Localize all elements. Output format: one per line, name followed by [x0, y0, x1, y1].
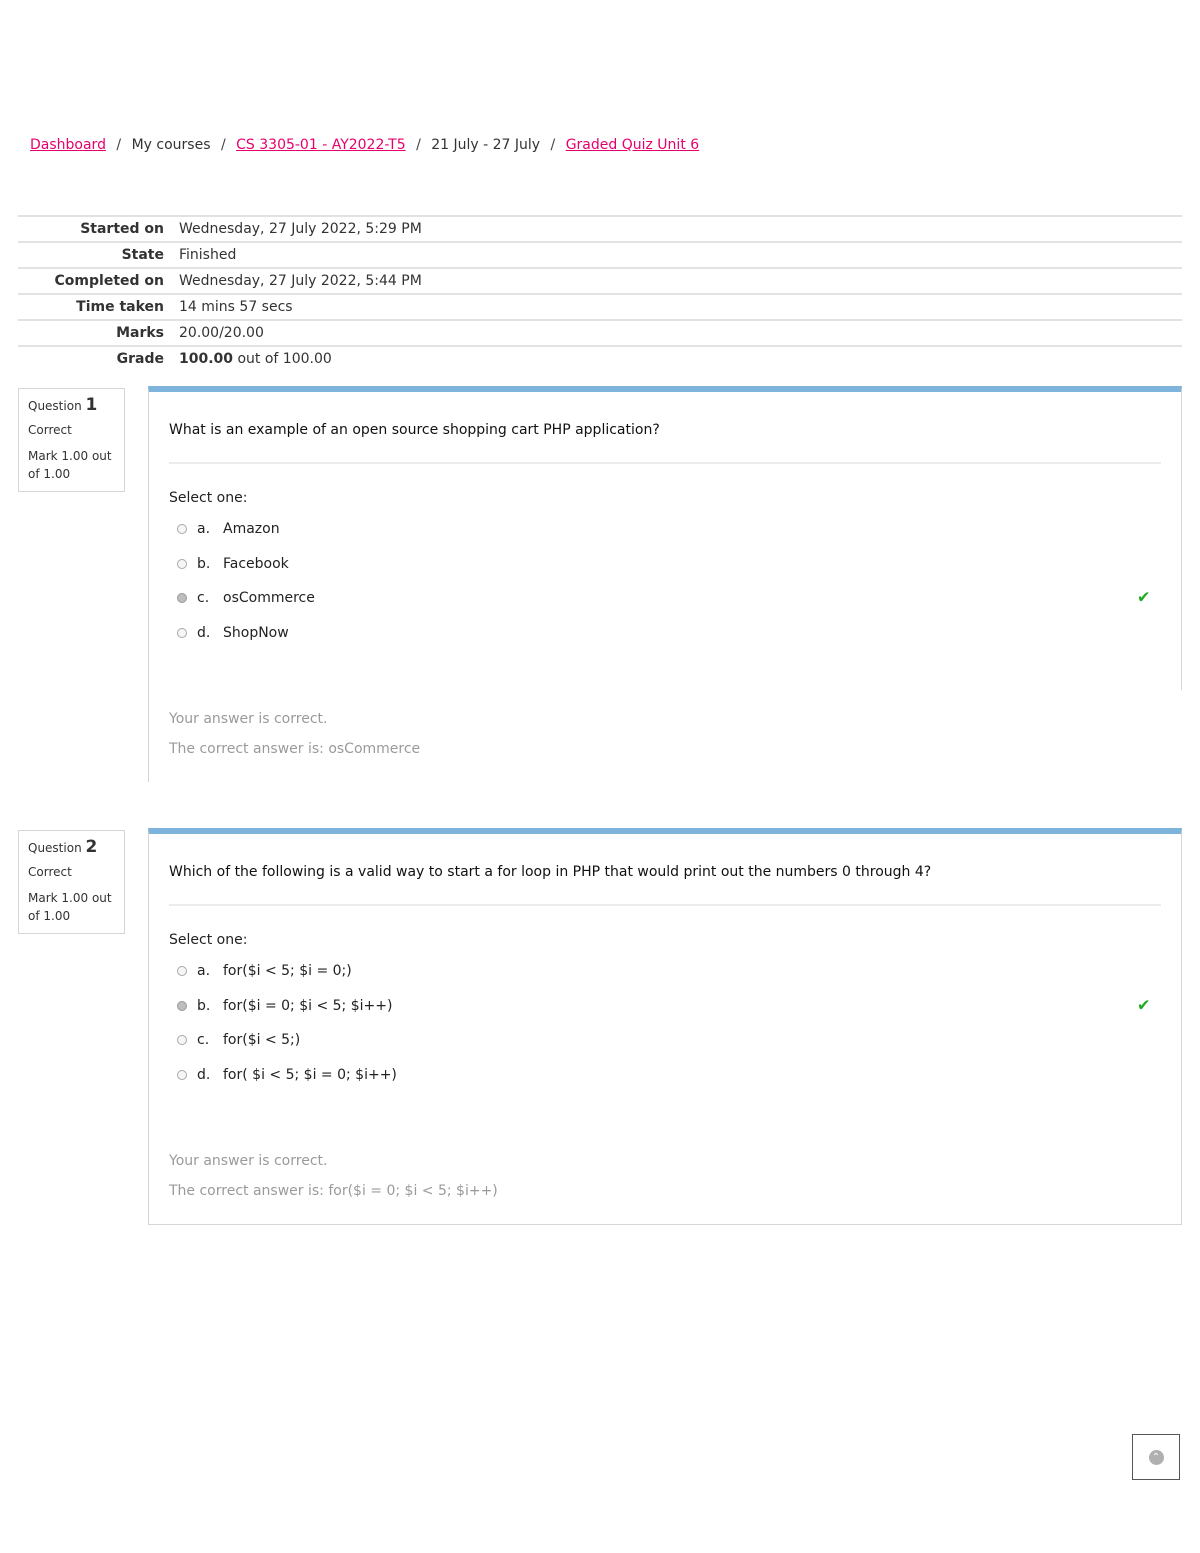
question-state: Correct — [28, 423, 72, 437]
select-one-prompt: Select one: — [169, 490, 248, 506]
answer-letter: a. — [197, 521, 211, 538]
question-content-1 — [148, 386, 1182, 782]
question-content-2 — [148, 828, 1182, 1225]
breadcrumb — [30, 137, 699, 153]
check-icon: ✔ — [1137, 587, 1151, 607]
question-text: Which of the following is a valid way to start a for loop in PHP that would print out the numbers 0 through 4? — [169, 864, 932, 880]
radio-button[interactable] — [177, 1070, 187, 1080]
question-number — [28, 395, 124, 415]
answer-option-a[interactable] — [177, 954, 1181, 989]
radio-button[interactable] — [177, 966, 187, 976]
breadcrumb-quiz-link[interactable]: Graded Quiz Unit 6 — [565, 137, 700, 153]
question-formulation — [148, 386, 1182, 690]
summary-row-time-taken — [18, 295, 1182, 321]
question-number — [28, 837, 124, 857]
radio-button[interactable] — [177, 559, 187, 569]
answer-text: for($i < 5; $i = 0;) — [223, 963, 352, 980]
question-label: Question — [28, 399, 82, 413]
summary-row-started — [18, 217, 1182, 243]
answer-option-d[interactable] — [177, 616, 1181, 651]
question-label: Question — [28, 841, 82, 855]
answer-letter: c. — [197, 1032, 210, 1049]
question-formulation — [148, 828, 1182, 1132]
back-to-top-button[interactable] — [1132, 1434, 1180, 1480]
attempt-summary-table — [18, 215, 1182, 371]
summary-label: State — [121, 247, 164, 263]
breadcrumb-separator: / — [550, 137, 556, 153]
breadcrumb-week: 21 July - 27 July — [431, 137, 541, 153]
radio-button[interactable] — [177, 524, 187, 534]
question-mark: Mark 1.00 out of 1.00 — [28, 891, 112, 923]
answer-option-a[interactable] — [177, 512, 1181, 547]
answer-list — [149, 506, 1181, 690]
summary-row-grade — [18, 347, 1182, 371]
breadcrumb-separator: / — [116, 137, 122, 153]
answer-letter: b. — [197, 555, 211, 572]
answer-option-c[interactable] — [177, 581, 1181, 616]
select-one-prompt: Select one: — [169, 932, 248, 948]
feedback-general: Your answer is correct. — [169, 1153, 328, 1169]
summary-label: Grade — [116, 351, 164, 367]
summary-row-state — [18, 243, 1182, 269]
summary-value: 20.00/20.00 — [179, 325, 264, 341]
answer-option-b[interactable] — [177, 547, 1181, 582]
radio-button[interactable] — [177, 1035, 187, 1045]
breadcrumb-dashboard-link[interactable]: Dashboard — [30, 137, 106, 153]
answer-letter: a. — [197, 963, 211, 980]
answer-option-c[interactable] — [177, 1023, 1181, 1058]
answer-letter: d. — [197, 1066, 211, 1083]
question-number-value: 2 — [85, 837, 98, 857]
check-icon: ✔ — [1137, 995, 1151, 1015]
answer-text: for($i < 5;) — [223, 1032, 301, 1049]
breadcrumb-separator: / — [220, 137, 226, 153]
grade-score: 100.00 — [179, 351, 234, 367]
answer-text: for($i = 0; $i < 5; $i++) — [223, 997, 393, 1014]
question-info-1 — [18, 388, 125, 492]
answer-letter: b. — [197, 997, 211, 1014]
summary-value: Wednesday, 27 July 2022, 5:29 PM — [179, 221, 422, 237]
question-state: Correct — [28, 865, 72, 879]
answer-letter: c. — [197, 590, 210, 607]
summary-value — [179, 351, 332, 367]
breadcrumb-course-link[interactable]: CS 3305-01 - AY2022-T5 — [236, 137, 406, 153]
question-feedback — [148, 1132, 1182, 1225]
answer-text: for( $i < 5; $i = 0; $i++) — [223, 1066, 397, 1083]
feedback-right-answer: The correct answer is: for($i = 0; $i < 5; $i++) — [169, 1183, 498, 1199]
summary-label: Completed on — [54, 273, 164, 289]
answer-letter: d. — [197, 624, 211, 641]
question-info-2 — [18, 830, 125, 934]
summary-label: Marks — [116, 325, 164, 341]
summary-value: Wednesday, 27 July 2022, 5:44 PM — [179, 273, 422, 289]
summary-value: Finished — [179, 247, 237, 263]
summary-row-marks — [18, 321, 1182, 347]
summary-value: 14 mins 57 secs — [179, 299, 293, 315]
feedback-right-answer: The correct answer is: osCommerce — [169, 741, 421, 757]
radio-button[interactable] — [177, 628, 187, 638]
radio-button-selected[interactable] — [177, 593, 187, 603]
breadcrumb-my-courses: My courses — [131, 137, 211, 153]
answer-text: osCommerce — [223, 590, 315, 607]
chevron-up-circle-icon: ⌃ — [1149, 1450, 1164, 1465]
answer-text: Amazon — [223, 521, 280, 538]
question-mark: Mark 1.00 out of 1.00 — [28, 449, 112, 481]
radio-button-selected[interactable] — [177, 1001, 187, 1011]
answer-list — [149, 948, 1181, 1132]
answer-option-d[interactable] — [177, 1058, 1181, 1093]
breadcrumb-separator: / — [416, 137, 421, 153]
question-feedback — [148, 690, 1182, 782]
question-number-value: 1 — [85, 395, 98, 415]
answer-text: Facebook — [223, 555, 289, 572]
answer-text: ShopNow — [223, 624, 289, 641]
question-text: What is an example of an open source shopping cart PHP application? — [169, 422, 660, 438]
summary-label: Time taken — [76, 299, 164, 315]
feedback-general: Your answer is correct. — [169, 711, 328, 727]
summary-row-completed — [18, 269, 1182, 295]
answer-option-b[interactable] — [177, 989, 1181, 1024]
summary-label: Started on — [80, 221, 164, 237]
grade-out-of: out of 100.00 — [233, 351, 332, 367]
